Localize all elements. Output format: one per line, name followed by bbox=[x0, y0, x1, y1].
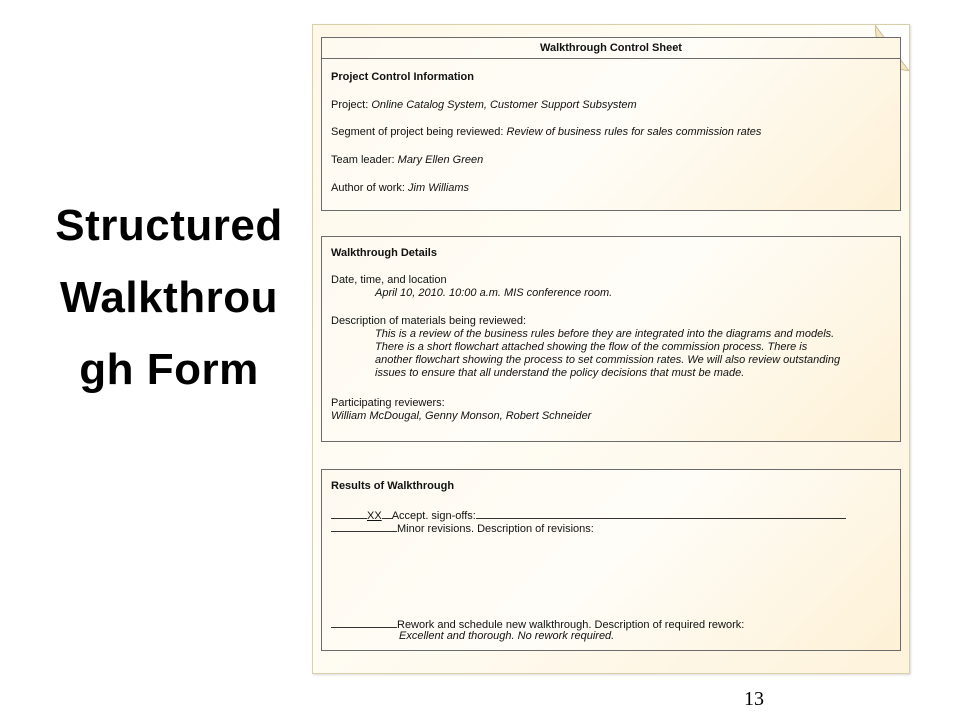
rework-value: Excellent and thorough. No rework required. bbox=[399, 630, 615, 642]
project-label: Project: bbox=[331, 99, 369, 111]
author-row bbox=[331, 182, 469, 195]
accept-label: Accept. sign-offs: bbox=[391, 510, 476, 522]
segment-label: Segment of project being reviewed: bbox=[331, 126, 504, 138]
walkthrough-details-section bbox=[321, 236, 901, 442]
project-control-section bbox=[321, 37, 901, 211]
description-line-1: This is a review of the business rules before they are integrated into the diagrams and models. bbox=[375, 328, 835, 340]
description-line-4: issues to ensure that all understand the policy decisions that must be made. bbox=[375, 367, 745, 379]
rework-label: Rework and schedule new walkthrough. Description of required rework: bbox=[397, 619, 745, 631]
title-line-3: gh Form bbox=[79, 345, 259, 394]
description-label: Description of materials being reviewed: bbox=[331, 315, 527, 327]
results-section bbox=[321, 469, 901, 651]
author-value: Jim Williams bbox=[408, 182, 470, 194]
title-line-2: Walkthrou bbox=[60, 273, 278, 322]
description-line-3: another flowchart showing the process to set commission rates. We will also review outstanding bbox=[375, 354, 841, 366]
project-row bbox=[331, 99, 637, 112]
results-title: Results of Walkthrough bbox=[331, 480, 455, 492]
minor-label: Minor revisions. Description of revisions: bbox=[397, 523, 594, 535]
minor-row bbox=[331, 521, 594, 536]
signoff-line bbox=[476, 508, 846, 519]
page-number: 13 bbox=[744, 688, 764, 710]
date-label: Date, time, and location bbox=[331, 274, 447, 286]
accept-mark: XX bbox=[367, 510, 382, 522]
sheet-title: Walkthrough Control Sheet bbox=[322, 38, 900, 59]
segment-value: Review of business rules for sales commission rates bbox=[506, 126, 762, 138]
team-leader-value: Mary Ellen Green bbox=[397, 154, 484, 166]
minor-blank bbox=[331, 521, 397, 532]
details-title: Walkthrough Details bbox=[331, 247, 437, 259]
reviewers-label: Participating reviewers: bbox=[331, 397, 445, 409]
description-line-2: There is a short flowchart attached showing the flow of the commission process. There is bbox=[375, 341, 808, 353]
author-label: Author of work: bbox=[331, 182, 405, 194]
title-line-1: Structured bbox=[55, 201, 283, 250]
accept-blank-left bbox=[331, 508, 367, 519]
date-value: April 10, 2010. 10:00 a.m. MIS conference room. bbox=[375, 287, 613, 299]
walkthrough-form-paper bbox=[312, 24, 910, 674]
accept-blank-right bbox=[382, 508, 392, 519]
slide-title bbox=[18, 190, 320, 406]
rework-blank bbox=[331, 617, 397, 628]
reviewers-value: William McDougal, Genny Monson, Robert Schneider bbox=[331, 410, 592, 422]
project-control-title: Project Control Information bbox=[331, 71, 474, 83]
segment-row bbox=[331, 126, 761, 139]
project-value: Online Catalog System, Customer Support Subsystem bbox=[371, 99, 637, 111]
team-leader-row bbox=[331, 154, 483, 167]
team-leader-label: Team leader: bbox=[331, 154, 395, 166]
